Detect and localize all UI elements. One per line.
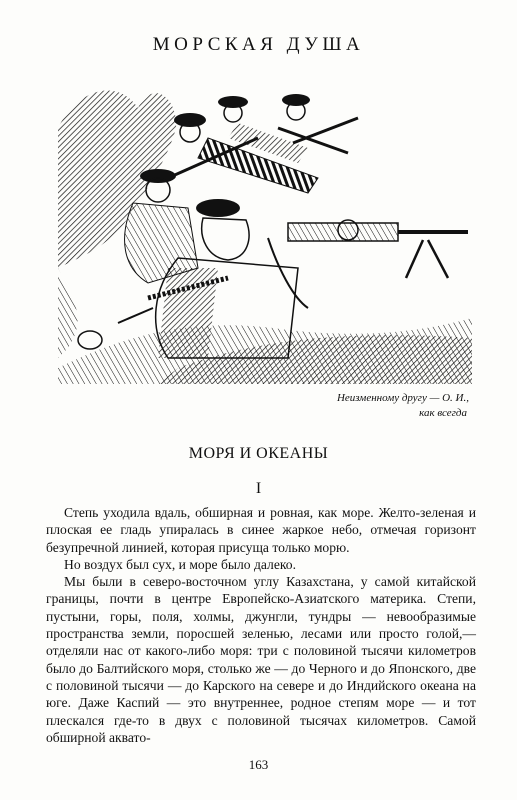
section-number: I [255, 480, 262, 497]
book-title: МОРСКАЯ ДУША [152, 34, 365, 55]
sailors-back-row [168, 94, 358, 193]
paragraph: Но воздух был сух, и море было далеко. [64, 556, 296, 572]
sailors-illustration [58, 68, 472, 384]
epigraph [239, 391, 469, 421]
epigraph-dedication: Неизменному другу — О. И., [336, 392, 469, 404]
body-text [46, 504, 476, 746]
illustration-drawing [58, 68, 472, 384]
paragraph: Мы были в северо-восточном углу Казахстана, у самой китайской границы, почти в центре Европейско-Азиатского материка. Степи, пустыни, горы, поля, холмы, джунгли, тундры — невообразимые пространства земли, поросшей зеленью, лесами или просто голой,— отделяли нас от какого-либо моря: три с половиной тысячи километров было до Балтийского моря, столько же — до Черного и до Японского, две с половиной тысячи — до Карского на севере и до Индийского океана на юге. Даже Каспий — это внутреннее, родное степям море — и тот плескался где-то в двух с половиной тысячах километров. Самой обширной аквато- [46, 574, 476, 745]
machine-gun [268, 220, 468, 308]
epigraph-note: как всегда [419, 407, 467, 419]
page-number: 163 [248, 757, 269, 772]
paragraph: Степь уходила вдаль, обширная и ровная, как море. Желто-зеленая и плоская ее гладь упиралась в синее жаркое небо, отмечая горизонт безупречной линией, которая присуща только морю. [46, 505, 476, 555]
chapter-title: МОРЯ И ОКЕАНЫ [188, 445, 329, 462]
